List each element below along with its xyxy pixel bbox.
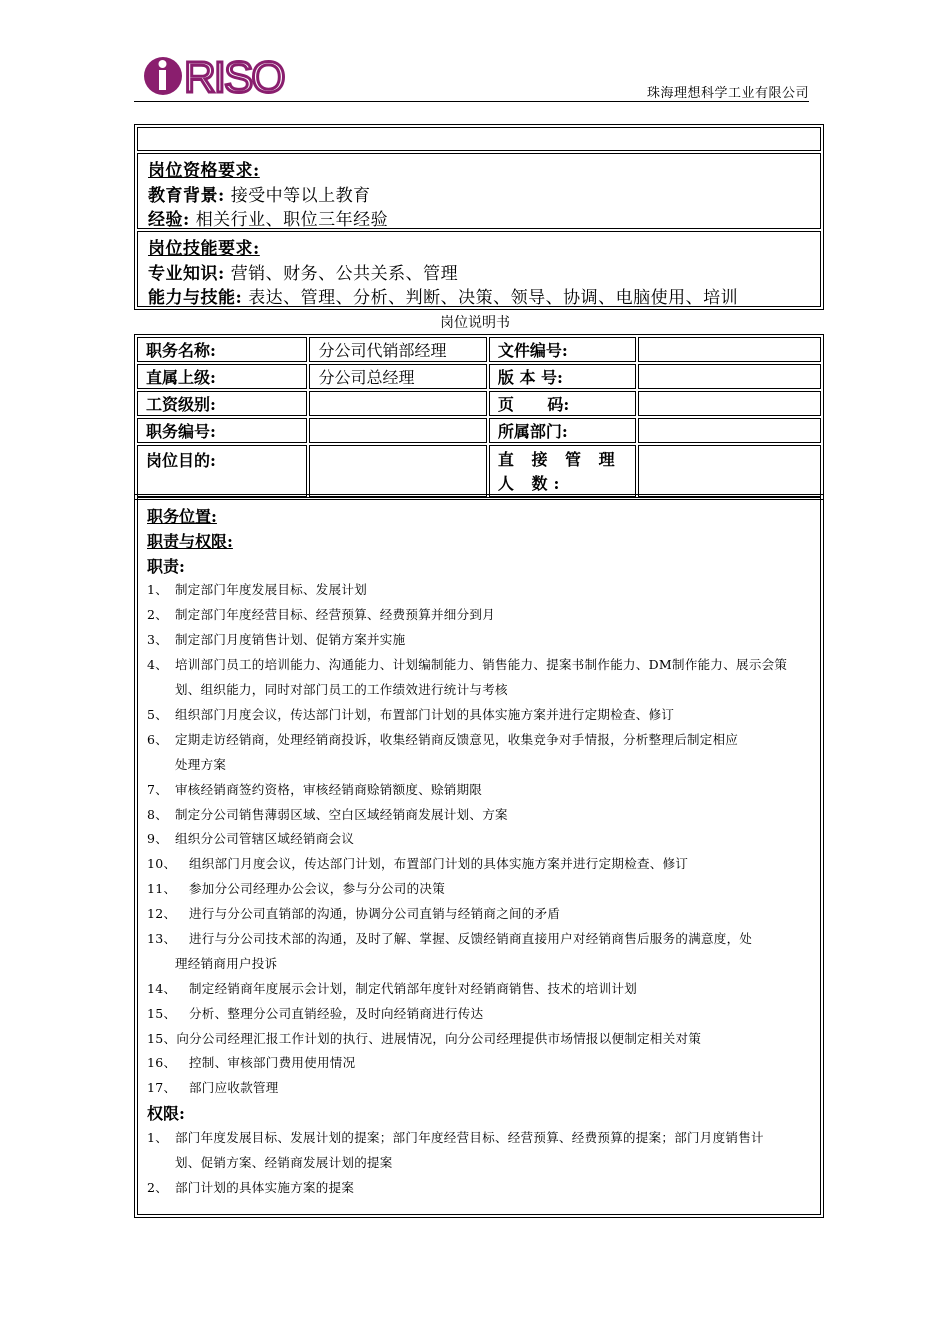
item-text: 进行与分公司直销部的沟通，协调分公司直销与经销商之间的矛盾 xyxy=(189,906,561,921)
table-row xyxy=(137,364,821,389)
doc-no-label: 文件编号: xyxy=(489,337,636,362)
experience-line xyxy=(148,205,388,230)
qualification-title: 岗位资格要求: xyxy=(148,161,260,181)
item-number: 15、 xyxy=(147,1006,177,1021)
item-text: 培训部门员工的培训能力、沟通能力、计划编制能力、销售能力、提案书制作能力、DM制作能力、展示会策 xyxy=(175,657,788,672)
item-text: 组织分公司管辖区域经销商会议 xyxy=(175,831,355,846)
list-item xyxy=(147,904,560,922)
riso-logo xyxy=(142,52,302,98)
item-text: 参加分公司经理办公会议，参与分公司的决策 xyxy=(189,881,446,896)
table-row xyxy=(137,445,821,497)
item-continuation: 处理方案 xyxy=(175,757,227,772)
item-number: 6、 xyxy=(147,732,169,747)
skills-section xyxy=(137,231,821,307)
page-label: 页 码: xyxy=(489,391,636,416)
ability-line xyxy=(148,283,738,308)
list-item xyxy=(147,1053,355,1071)
qualification-box xyxy=(134,124,824,310)
item-number: 16、 xyxy=(147,1055,177,1070)
experience-value: 相关行业、职位三年经验 xyxy=(195,210,389,230)
skills-title: 岗位技能要求: xyxy=(148,239,260,259)
item-text: 分析、整理分公司直销经验，及时向经销商进行传达 xyxy=(189,1006,484,1021)
list-item xyxy=(147,1178,354,1196)
list-item xyxy=(147,1078,279,1096)
item-text: 审核经销商签约资格，审核经销商赊销额度、赊销期限 xyxy=(175,782,483,797)
salary-label: 工资级别: xyxy=(137,391,307,416)
item-number: 12、 xyxy=(147,906,177,921)
salary-value xyxy=(309,391,486,416)
ability-label: 能力与技能: xyxy=(148,288,243,308)
table-row xyxy=(137,418,821,443)
item-text: 部门计划的具体实施方案的提案 xyxy=(175,1180,355,1195)
responsibilities-inner xyxy=(137,497,821,1215)
qualification-section xyxy=(137,153,821,229)
page-header xyxy=(134,48,809,104)
resp-auth-title: 职责与权限: xyxy=(147,532,233,551)
item-number: 2、 xyxy=(147,607,169,622)
list-item xyxy=(147,580,367,598)
item-number: 15、 xyxy=(147,1031,177,1046)
item-text: 组织部门月度会议，传达部门计划，布置部门计划的具体实施方案并进行定期检查、修订 xyxy=(175,707,675,722)
item-number: 11、 xyxy=(147,881,177,896)
item-text: 制定部门月度销售计划、促销方案并实施 xyxy=(175,632,406,647)
item-text: 组织部门月度会议，传达部门计划，布置部门计划的具体实施方案并进行定期检查、修订 xyxy=(189,856,689,871)
table-row xyxy=(137,391,821,416)
ability-value: 表达、管理、分析、判断、决策、领导、协调、电脑使用、培训 xyxy=(248,288,739,308)
item-text: 定期走访经销商，处理经销商投诉，收集经销商反馈意见，收集竞争对手情报，分析整理后制定相应 xyxy=(175,732,739,747)
list-item xyxy=(147,780,482,798)
item-text: 制定部门年度经营目标、经营预算、经费预算并细分到月 xyxy=(175,607,496,622)
item-text: 制定部门年度发展目标、发展计划 xyxy=(175,582,368,597)
education-value: 接受中等以上教育 xyxy=(230,186,371,206)
item-text: 部门年度发展目标、发展计划的提案；部门年度经营目标、经营预算、经费预算的提案；部门月度销售计 xyxy=(175,1130,764,1145)
item-text: 进行与分公司技术部的沟通，及时了解、掌握、反馈经销商直接用户对经销商售后服务的满意度，处 xyxy=(189,931,753,946)
direct-reports-label: 直 接 管 理 人 数: xyxy=(489,445,636,497)
job-info-table xyxy=(134,334,824,500)
knowledge-line xyxy=(148,259,458,284)
empty-row xyxy=(137,127,821,151)
list-item xyxy=(147,879,445,897)
job-title-label: 职务名称: xyxy=(137,337,307,362)
purpose-label: 岗位目的: xyxy=(137,445,307,497)
list-item xyxy=(147,805,508,823)
item-text: 控制、审核部门费用使用情况 xyxy=(189,1055,356,1070)
list-item xyxy=(147,1029,701,1047)
item-continuation: 划、组织能力，同时对部门员工的工作绩效进行统计与考核 xyxy=(175,682,508,697)
list-item xyxy=(147,1128,764,1146)
item-number: 13、 xyxy=(147,931,177,946)
item-continuation: 理经销商用户投诉 xyxy=(175,956,278,971)
experience-label: 经验: xyxy=(148,210,190,230)
knowledge-label: 专业知识: xyxy=(148,264,225,284)
item-number: 7、 xyxy=(147,782,169,797)
header-divider xyxy=(134,101,809,102)
list-item xyxy=(147,705,674,723)
company-name: 珠海理想科学工业有限公司 xyxy=(646,86,809,101)
education-label: 教育背景: xyxy=(148,186,225,206)
superior-value: 分公司总经理 xyxy=(309,364,486,389)
item-number: 9、 xyxy=(147,831,169,846)
position-title: 职务位置: xyxy=(147,507,217,526)
superior-label: 直属上级: xyxy=(137,364,307,389)
list-item xyxy=(147,854,688,872)
document-caption: 岗位说明书 xyxy=(440,315,510,331)
item-number: 8、 xyxy=(147,807,169,822)
knowledge-value: 营销、财务、公共关系、管理 xyxy=(230,264,459,284)
item-number: 1、 xyxy=(147,1130,169,1145)
direct-reports-value xyxy=(638,445,821,497)
version-label: 版 本 号: xyxy=(489,364,636,389)
doc-no-value xyxy=(638,337,821,362)
purpose-value xyxy=(309,445,486,497)
list-item xyxy=(147,605,495,623)
job-title-value: 分公司代销部经理 xyxy=(309,337,486,362)
item-number: 4、 xyxy=(147,657,169,672)
item-number: 1、 xyxy=(147,582,169,597)
item-text: 向分公司经理汇报工作计划的执行、进展情况，向分公司经理提供市场情报以便制定相关对策 xyxy=(176,1031,702,1046)
list-item xyxy=(147,829,354,847)
education-line xyxy=(148,181,371,206)
job-no-value xyxy=(309,418,486,443)
list-item xyxy=(147,730,738,748)
item-text: 制定经销商年度展示会计划，制定代销部年度针对经销商销售、技术的培训计划 xyxy=(189,981,638,996)
item-number: 2、 xyxy=(147,1180,169,1195)
list-item xyxy=(147,630,405,648)
item-text: 部门应收款管理 xyxy=(189,1080,279,1095)
item-continuation: 划、促销方案、经销商发展计划的提案 xyxy=(175,1155,393,1170)
table-row xyxy=(137,337,821,362)
responsibilities-box xyxy=(134,494,824,1218)
svg-text:RISO: RISO xyxy=(184,53,284,98)
list-item xyxy=(147,979,637,997)
item-number: 17、 xyxy=(147,1080,177,1095)
item-text: 制定分公司销售薄弱区域、空白区域经销商发展计划、方案 xyxy=(175,807,508,822)
version-value xyxy=(638,364,821,389)
job-no-label: 职务编号: xyxy=(137,418,307,443)
dept-label: 所属部门: xyxy=(489,418,636,443)
item-number: 3、 xyxy=(147,632,169,647)
auth-title: 权限: xyxy=(147,1104,185,1123)
resp-title: 职责: xyxy=(147,557,185,576)
dept-value xyxy=(638,418,821,443)
list-item xyxy=(147,1004,483,1022)
list-item xyxy=(147,929,752,947)
list-item xyxy=(147,655,787,673)
page-value xyxy=(638,391,821,416)
item-number: 5、 xyxy=(147,707,169,722)
item-number: 14、 xyxy=(147,981,177,996)
item-number: 10、 xyxy=(147,856,177,871)
